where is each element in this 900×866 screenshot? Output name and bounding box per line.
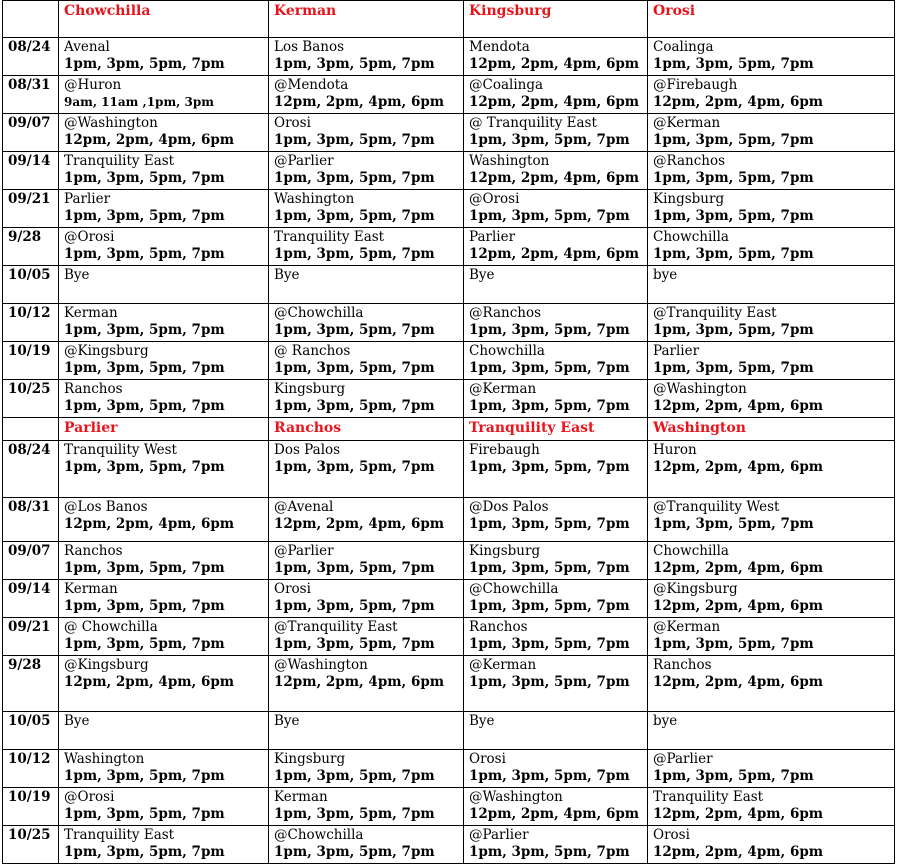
game-times: 12pm, 2pm, 4pm, 6pm xyxy=(653,806,824,822)
team-header: Kingsburg xyxy=(464,1,648,38)
game-times: 1pm, 3pm, 5pm, 7pm xyxy=(653,56,814,72)
game-times: 1pm, 3pm, 5pm, 7pm xyxy=(469,768,630,784)
opponent: Tranquility East xyxy=(64,827,175,843)
opponent: Bye xyxy=(64,267,90,283)
opponent: @Parlier xyxy=(274,543,334,559)
opponent: @Parlier xyxy=(653,751,713,767)
game-times: 1pm, 3pm, 5pm, 7pm xyxy=(274,560,435,576)
game-times: 1pm, 3pm, 5pm, 7pm xyxy=(64,598,225,614)
game-times: 1pm, 3pm, 5pm, 7pm xyxy=(653,322,814,338)
game-times: 12pm, 2pm, 4pm, 6pm xyxy=(64,132,235,148)
opponent: Orosi xyxy=(274,115,311,131)
game-times: 12pm, 2pm, 4pm, 6pm xyxy=(653,674,824,690)
schedule-row xyxy=(3,656,895,712)
game-cell xyxy=(269,380,464,418)
game-times: 1pm, 3pm, 5pm, 7pm xyxy=(274,768,435,784)
date-cell: 09/14 xyxy=(3,580,59,618)
game-times: 1pm, 3pm, 5pm, 7pm xyxy=(64,459,225,475)
date-cell: 08/24 xyxy=(3,441,59,498)
game-cell xyxy=(269,788,464,826)
game-cell xyxy=(464,712,648,750)
game-cell xyxy=(59,826,269,864)
game-times: 12pm, 2pm, 4pm, 6pm xyxy=(274,674,445,690)
game-cell xyxy=(464,380,648,418)
opponent: Kingsburg xyxy=(469,543,541,559)
game-cell xyxy=(464,656,648,712)
opponent: @ Chowchilla xyxy=(64,619,158,635)
opponent: Washington xyxy=(64,751,145,767)
opponent: @Washington xyxy=(274,657,368,673)
game-cell xyxy=(648,114,895,152)
opponent: @Washington xyxy=(64,115,158,131)
opponent: @Washington xyxy=(653,381,747,397)
opponent: Tranquility East xyxy=(653,789,764,805)
game-times: 1pm, 3pm, 5pm, 7pm xyxy=(469,459,630,475)
schedule-row xyxy=(3,542,895,580)
game-cell xyxy=(269,826,464,864)
game-cell xyxy=(648,618,895,656)
opponent: @Tranquility West xyxy=(653,499,780,515)
game-times: 1pm, 3pm, 5pm, 7pm xyxy=(274,844,435,860)
opponent: Washington xyxy=(274,191,355,207)
game-cell xyxy=(59,76,269,114)
date-cell: 10/25 xyxy=(3,380,59,418)
game-cell xyxy=(269,712,464,750)
game-times: 1pm, 3pm, 5pm, 7pm xyxy=(653,360,814,376)
opponent: Los Banos xyxy=(274,39,345,55)
corner-cell xyxy=(3,1,59,38)
opponent: Parlier xyxy=(64,191,111,207)
opponent: @Kerman xyxy=(469,657,537,673)
game-times: 1pm, 3pm, 5pm, 7pm xyxy=(653,516,814,532)
opponent: @Avenal xyxy=(274,499,334,515)
opponent: Orosi xyxy=(653,827,690,843)
opponent: Parlier xyxy=(653,343,700,359)
opponent: @Firebaugh xyxy=(653,77,738,93)
game-times: 1pm, 3pm, 5pm, 7pm xyxy=(274,360,435,376)
game-times: 1pm, 3pm, 5pm, 7pm xyxy=(653,208,814,224)
game-times: 1pm, 3pm, 5pm, 7pm xyxy=(653,636,814,652)
game-cell xyxy=(464,542,648,580)
game-times: 1pm, 3pm, 5pm, 7pm xyxy=(64,56,225,72)
opponent: @Washington xyxy=(469,789,563,805)
opponent: Coalinga xyxy=(653,39,714,55)
opponent: Huron xyxy=(653,442,697,458)
date-cell: 09/21 xyxy=(3,190,59,228)
game-cell xyxy=(464,114,648,152)
opponent: @Kerman xyxy=(469,381,537,397)
game-cell xyxy=(464,228,648,266)
opponent: @ Ranchos xyxy=(274,343,351,359)
date-cell: 9/28 xyxy=(3,228,59,266)
opponent: @Kerman xyxy=(653,115,721,131)
game-times: 12pm, 2pm, 4pm, 6pm xyxy=(469,94,640,110)
opponent: Ranchos xyxy=(64,381,123,397)
game-cell xyxy=(464,618,648,656)
game-times: 12pm, 2pm, 4pm, 6pm xyxy=(274,94,445,110)
game-cell xyxy=(59,498,269,542)
game-cell xyxy=(269,618,464,656)
game-times: 1pm, 3pm, 5pm, 7pm xyxy=(469,674,630,690)
date-cell: 08/31 xyxy=(3,76,59,114)
opponent: Ranchos xyxy=(469,619,528,635)
opponent: @Chowchilla xyxy=(469,581,559,597)
game-cell xyxy=(464,788,648,826)
opponent: Orosi xyxy=(274,581,311,597)
game-times: 1pm, 3pm, 5pm, 7pm xyxy=(274,132,435,148)
game-cell xyxy=(59,441,269,498)
opponent: Chowchilla xyxy=(653,229,729,245)
date-cell: 09/07 xyxy=(3,114,59,152)
game-times: 1pm, 3pm, 5pm, 7pm xyxy=(469,322,630,338)
opponent: @ Tranquility East xyxy=(469,115,597,131)
game-times: 1pm, 3pm, 5pm, 7pm xyxy=(469,560,630,576)
game-times: 1pm, 3pm, 5pm, 7pm xyxy=(469,132,630,148)
game-cell xyxy=(464,498,648,542)
game-cell xyxy=(269,76,464,114)
game-cell xyxy=(269,750,464,788)
date-cell: 09/21 xyxy=(3,618,59,656)
game-cell xyxy=(59,380,269,418)
game-times: 12pm, 2pm, 4pm, 6pm xyxy=(653,94,824,110)
schedule-row xyxy=(3,750,895,788)
corner-cell xyxy=(3,418,59,441)
game-cell xyxy=(59,788,269,826)
game-times: 12pm, 2pm, 4pm, 6pm xyxy=(653,844,824,860)
opponent: Bye xyxy=(469,267,495,283)
game-times: 12pm, 2pm, 4pm, 6pm xyxy=(653,398,824,414)
game-times: 1pm, 3pm, 5pm, 7pm xyxy=(274,459,435,475)
game-cell xyxy=(648,826,895,864)
game-times: 12pm, 2pm, 4pm, 6pm xyxy=(469,56,640,72)
opponent: Avenal xyxy=(64,39,110,55)
schedule-row xyxy=(3,441,895,498)
schedule-row xyxy=(3,380,895,418)
game-cell xyxy=(59,304,269,342)
game-cell xyxy=(648,441,895,498)
game-cell xyxy=(269,304,464,342)
date-cell: 9/28 xyxy=(3,656,59,712)
game-times: 1pm, 3pm, 5pm, 7pm xyxy=(274,806,435,822)
opponent: @Los Banos xyxy=(64,499,148,515)
date-cell: 10/05 xyxy=(3,712,59,750)
opponent: Kingsburg xyxy=(274,751,346,767)
schedule-row xyxy=(3,788,895,826)
game-cell xyxy=(464,304,648,342)
opponent: Kerman xyxy=(64,581,118,597)
game-times: 1pm, 3pm, 5pm, 7pm xyxy=(274,322,435,338)
opponent: Tranquility East xyxy=(64,153,175,169)
game-cell xyxy=(59,228,269,266)
game-cell xyxy=(648,750,895,788)
opponent: Kerman xyxy=(64,305,118,321)
game-times: 1pm, 3pm, 5pm, 7pm xyxy=(64,246,225,262)
schedule-row xyxy=(3,76,895,114)
game-times: 1pm, 3pm, 5pm, 7pm xyxy=(653,246,814,262)
opponent: Chowchilla xyxy=(653,543,729,559)
opponent: bye xyxy=(653,267,678,283)
game-cell xyxy=(648,76,895,114)
game-times: 12pm, 2pm, 4pm, 6pm xyxy=(274,516,445,532)
schedule-row xyxy=(3,266,895,304)
schedule-row xyxy=(3,190,895,228)
game-cell xyxy=(59,618,269,656)
date-cell: 09/14 xyxy=(3,152,59,190)
schedule-row xyxy=(3,228,895,266)
schedule-row xyxy=(3,618,895,656)
game-cell xyxy=(464,441,648,498)
opponent: Chowchilla xyxy=(469,343,545,359)
opponent: @Kerman xyxy=(653,619,721,635)
game-times: 1pm, 3pm, 5pm, 7pm xyxy=(469,516,630,532)
game-cell xyxy=(269,228,464,266)
game-cell xyxy=(464,266,648,304)
opponent: Kingsburg xyxy=(653,191,725,207)
game-cell xyxy=(648,380,895,418)
game-cell xyxy=(464,190,648,228)
game-cell xyxy=(648,228,895,266)
opponent: Tranquility East xyxy=(274,229,385,245)
game-cell xyxy=(59,580,269,618)
opponent: Orosi xyxy=(469,751,506,767)
game-times: 1pm, 3pm, 5pm, 7pm xyxy=(469,398,630,414)
opponent: Kingsburg xyxy=(274,381,346,397)
team-header: Tranquility East xyxy=(464,418,648,441)
game-times: 1pm, 3pm, 5pm, 7pm xyxy=(653,768,814,784)
game-times: 12pm, 2pm, 4pm, 6pm xyxy=(469,170,640,186)
team-header: Parlier xyxy=(59,418,269,441)
game-cell xyxy=(59,38,269,76)
game-times: 12pm, 2pm, 4pm, 6pm xyxy=(469,246,640,262)
game-cell xyxy=(648,266,895,304)
game-cell xyxy=(59,190,269,228)
game-times: 1pm, 3pm, 5pm, 7pm xyxy=(274,398,435,414)
opponent: @Mendota xyxy=(274,77,349,93)
game-cell xyxy=(648,580,895,618)
game-cell xyxy=(648,190,895,228)
game-times: 12pm, 2pm, 4pm, 6pm xyxy=(64,516,235,532)
team-header-row xyxy=(3,1,895,38)
opponent: @Dos Palos xyxy=(469,499,549,515)
game-times: 1pm, 3pm, 5pm, 7pm xyxy=(274,598,435,614)
game-cell xyxy=(269,542,464,580)
game-cell xyxy=(59,542,269,580)
game-cell xyxy=(648,342,895,380)
game-times: 1pm, 3pm, 5pm, 7pm xyxy=(469,360,630,376)
game-times: 1pm, 3pm, 5pm, 7pm xyxy=(64,360,225,376)
schedule-row xyxy=(3,712,895,750)
opponent: @Orosi xyxy=(64,789,115,805)
opponent: Ranchos xyxy=(653,657,712,673)
game-cell xyxy=(464,152,648,190)
game-times: 12pm, 2pm, 4pm, 6pm xyxy=(469,806,640,822)
game-cell xyxy=(59,152,269,190)
schedule-row xyxy=(3,580,895,618)
game-times: 1pm, 3pm, 5pm, 7pm xyxy=(64,844,225,860)
game-cell xyxy=(464,342,648,380)
game-times: 1pm, 3pm, 5pm, 7pm xyxy=(653,170,814,186)
opponent: @Tranquility East xyxy=(653,305,777,321)
opponent: Kerman xyxy=(274,789,328,805)
game-cell xyxy=(59,266,269,304)
game-cell xyxy=(648,542,895,580)
date-cell: 08/24 xyxy=(3,38,59,76)
game-cell xyxy=(648,498,895,542)
opponent: Bye xyxy=(274,713,300,729)
date-cell: 10/05 xyxy=(3,266,59,304)
opponent: @Ranchos xyxy=(653,153,726,169)
game-times: 1pm, 3pm, 5pm, 7pm xyxy=(64,806,225,822)
game-cell xyxy=(269,152,464,190)
game-times: 9am, 11am ,1pm, 3pm xyxy=(64,95,214,109)
game-cell xyxy=(269,342,464,380)
game-times: 1pm, 3pm, 5pm, 7pm xyxy=(469,636,630,652)
game-cell xyxy=(648,788,895,826)
opponent: @Ranchos xyxy=(469,305,542,321)
opponent: @Kingsburg xyxy=(64,343,149,359)
game-times: 1pm, 3pm, 5pm, 7pm xyxy=(64,170,225,186)
game-times: 1pm, 3pm, 5pm, 7pm xyxy=(64,208,225,224)
game-times: 1pm, 3pm, 5pm, 7pm xyxy=(64,398,225,414)
schedule-row xyxy=(3,114,895,152)
game-cell xyxy=(269,498,464,542)
opponent: Firebaugh xyxy=(469,442,540,458)
opponent: Bye xyxy=(469,713,495,729)
game-times: 1pm, 3pm, 5pm, 7pm xyxy=(64,560,225,576)
schedule-row xyxy=(3,152,895,190)
game-times: 1pm, 3pm, 5pm, 7pm xyxy=(469,844,630,860)
game-cell xyxy=(648,152,895,190)
game-cell xyxy=(59,750,269,788)
game-times: 1pm, 3pm, 5pm, 7pm xyxy=(274,170,435,186)
schedule-table xyxy=(2,0,895,864)
opponent: Mendota xyxy=(469,39,530,55)
game-cell xyxy=(648,304,895,342)
game-cell xyxy=(269,441,464,498)
opponent: @Orosi xyxy=(469,191,520,207)
game-cell xyxy=(464,38,648,76)
game-cell xyxy=(269,190,464,228)
game-cell xyxy=(59,712,269,750)
game-times: 12pm, 2pm, 4pm, 6pm xyxy=(653,560,824,576)
game-times: 12pm, 2pm, 4pm, 6pm xyxy=(64,674,235,690)
opponent: @Huron xyxy=(64,77,122,93)
schedule-row xyxy=(3,38,895,76)
date-cell: 09/07 xyxy=(3,542,59,580)
schedule-row xyxy=(3,498,895,542)
game-times: 1pm, 3pm, 5pm, 7pm xyxy=(274,56,435,72)
opponent: Parlier xyxy=(469,229,516,245)
opponent: Bye xyxy=(274,267,300,283)
game-times: 1pm, 3pm, 5pm, 7pm xyxy=(469,598,630,614)
date-cell: 10/12 xyxy=(3,304,59,342)
game-cell xyxy=(269,38,464,76)
opponent: Dos Palos xyxy=(274,442,341,458)
game-cell xyxy=(59,656,269,712)
schedule-row xyxy=(3,342,895,380)
opponent: Ranchos xyxy=(64,543,123,559)
opponent: @Coalinga xyxy=(469,77,544,93)
game-cell xyxy=(59,114,269,152)
game-cell xyxy=(269,114,464,152)
team-header: Ranchos xyxy=(269,418,464,441)
game-cell xyxy=(464,76,648,114)
game-cell xyxy=(59,342,269,380)
schedule-row xyxy=(3,826,895,864)
opponent: Tranquility West xyxy=(64,442,177,458)
game-times: 12pm, 2pm, 4pm, 6pm xyxy=(653,459,824,475)
date-cell: 10/19 xyxy=(3,788,59,826)
opponent: @Tranquility East xyxy=(274,619,398,635)
opponent: bye xyxy=(653,713,678,729)
schedule-row xyxy=(3,304,895,342)
opponent: @Kingsburg xyxy=(653,581,738,597)
game-cell xyxy=(464,580,648,618)
game-cell xyxy=(464,826,648,864)
date-cell: 10/12 xyxy=(3,750,59,788)
opponent: Bye xyxy=(64,713,90,729)
game-cell xyxy=(269,580,464,618)
date-cell: 10/25 xyxy=(3,826,59,864)
game-times: 1pm, 3pm, 5pm, 7pm xyxy=(274,246,435,262)
game-times: 1pm, 3pm, 5pm, 7pm xyxy=(64,322,225,338)
game-cell xyxy=(464,750,648,788)
game-times: 1pm, 3pm, 5pm, 7pm xyxy=(653,132,814,148)
game-times: 1pm, 3pm, 5pm, 7pm xyxy=(469,208,630,224)
game-times: 1pm, 3pm, 5pm, 7pm xyxy=(64,636,225,652)
schedule-body xyxy=(3,1,895,864)
game-cell xyxy=(269,266,464,304)
team-header: Chowchilla xyxy=(59,1,269,38)
team-header: Kerman xyxy=(269,1,464,38)
date-cell: 08/31 xyxy=(3,498,59,542)
team-header-row xyxy=(3,418,895,441)
opponent: @Parlier xyxy=(469,827,529,843)
game-times: 1pm, 3pm, 5pm, 7pm xyxy=(274,636,435,652)
game-cell xyxy=(269,656,464,712)
opponent: @Orosi xyxy=(64,229,115,245)
game-cell xyxy=(648,38,895,76)
opponent: @Kingsburg xyxy=(64,657,149,673)
game-times: 1pm, 3pm, 5pm, 7pm xyxy=(64,768,225,784)
opponent: Washington xyxy=(469,153,550,169)
team-header: Orosi xyxy=(648,1,895,38)
game-cell xyxy=(648,712,895,750)
team-header: Washington xyxy=(648,418,895,441)
opponent: @Chowchilla xyxy=(274,305,364,321)
date-cell: 10/19 xyxy=(3,342,59,380)
game-cell xyxy=(648,656,895,712)
game-times: 1pm, 3pm, 5pm, 7pm xyxy=(274,208,435,224)
opponent: @Chowchilla xyxy=(274,827,364,843)
game-times: 12pm, 2pm, 4pm, 6pm xyxy=(653,598,824,614)
opponent: @Parlier xyxy=(274,153,334,169)
